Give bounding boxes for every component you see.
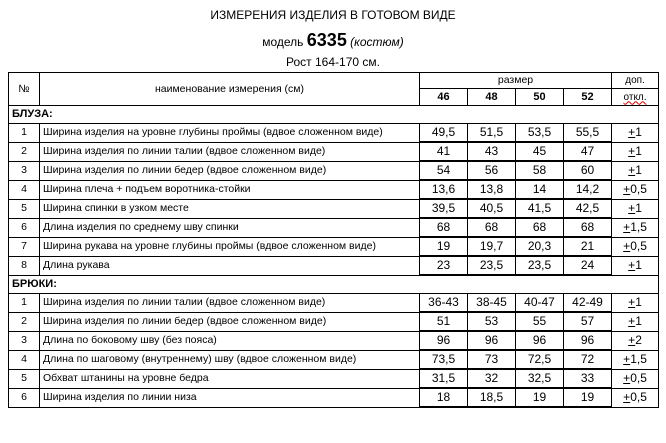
tolerance-cell <box>612 237 659 256</box>
measurement-name: Ширина спинки в узком месте <box>40 199 420 218</box>
section-title: БРЮКИ: <box>9 275 659 294</box>
measurement-value: 47 <box>564 142 612 161</box>
measurement-name: Ширина рукава на уровне глубины проймы (вдвое сложенном виде) <box>40 237 420 256</box>
col-number-header: № <box>9 73 40 106</box>
row-number: 8 <box>9 256 40 275</box>
measurement-value: 96 <box>420 331 468 350</box>
measurement-value: 13,8 <box>468 180 516 199</box>
row-number: 3 <box>9 331 40 350</box>
tolerance-sign: + <box>628 144 636 158</box>
measurement-value: 20,3 <box>516 237 564 256</box>
tolerance-sign: + <box>628 333 636 347</box>
measurement-name: Длина по шаговому (внутреннему) шву (вдвое сложенном виде) <box>40 350 420 369</box>
measurement-value: 55 <box>516 312 564 331</box>
tolerance-sign: + <box>628 125 636 140</box>
size-header: 50 <box>516 89 564 106</box>
tolerance-sign: + <box>628 295 636 310</box>
tolerance-cell <box>612 218 659 237</box>
tolerance-sign: + <box>628 163 636 177</box>
tolerance-cell <box>612 350 659 369</box>
tolerance-value: 0,5 <box>630 239 647 253</box>
measurement-name: Длина изделия по среднему шву спинки <box>40 218 420 237</box>
measurement-value: 49,5 <box>420 124 468 143</box>
tolerance-sign: + <box>623 220 631 234</box>
row-number: 2 <box>9 142 40 161</box>
row-number: 1 <box>9 124 40 143</box>
measurement-value: 73 <box>468 350 516 369</box>
tolerance-cell <box>612 388 659 407</box>
tolerance-value: 1 <box>635 201 642 215</box>
measurement-value: 23,5 <box>468 256 516 275</box>
measurement-value: 68 <box>516 218 564 237</box>
measurement-value: 72,5 <box>516 350 564 369</box>
measurement-value: 51,5 <box>468 124 516 143</box>
measurement-value: 54 <box>420 161 468 180</box>
table-row <box>9 256 659 275</box>
model-label: модель <box>262 35 304 49</box>
measurement-value: 32,5 <box>516 369 564 388</box>
row-number: 6 <box>9 218 40 237</box>
row-number: 6 <box>9 388 40 407</box>
table-row <box>9 142 659 161</box>
model-number: 6335 <box>306 30 347 50</box>
tolerance-sign: + <box>623 239 631 253</box>
measurement-name: Ширина изделия по линии бедер (вдвое сложенном виде) <box>40 161 420 180</box>
measurement-value: 19 <box>420 237 468 256</box>
row-number: 5 <box>9 369 40 388</box>
measurement-value: 53,5 <box>516 124 564 143</box>
table-row <box>9 369 659 388</box>
section-row <box>9 275 659 294</box>
measurement-value: 19 <box>564 388 612 407</box>
table-row <box>9 312 659 331</box>
measurement-value: 14,2 <box>564 180 612 199</box>
tolerance-cell <box>612 180 659 199</box>
tolerance-value: 2 <box>635 333 642 347</box>
row-number: 4 <box>9 180 40 199</box>
tolerance-value: 1 <box>635 314 642 328</box>
tolerance-cell <box>612 161 659 180</box>
table-row <box>9 294 659 313</box>
measurements-table <box>8 72 659 408</box>
measurement-value: 13,6 <box>420 180 468 199</box>
measurement-value: 43 <box>468 142 516 161</box>
tolerance-value: 1 <box>635 163 642 177</box>
table-body <box>9 73 659 408</box>
col-name-header: наименование измерения (см) <box>40 73 420 106</box>
tolerance-value: 1 <box>635 144 642 158</box>
measurement-value: 19,7 <box>468 237 516 256</box>
tolerance-value: 1 <box>635 258 642 272</box>
table-row <box>9 350 659 369</box>
tolerance-cell <box>612 331 659 350</box>
size-header: 48 <box>468 89 516 106</box>
measurement-name: Обхват штанины на уровне бедра <box>40 369 420 388</box>
tolerance-cell <box>612 142 659 161</box>
table-row <box>9 180 659 199</box>
col-size-header: размер <box>420 73 612 89</box>
measurement-value: 18 <box>420 388 468 407</box>
tolerance-cell <box>612 369 659 388</box>
measurement-value: 96 <box>468 331 516 350</box>
measurement-value: 33 <box>564 369 612 388</box>
measurement-value: 56 <box>468 161 516 180</box>
tolerance-value: 1 <box>635 125 642 140</box>
table-row <box>9 388 659 407</box>
measurement-value: 32 <box>468 369 516 388</box>
tolerance-sign: + <box>623 352 631 366</box>
size-header: 52 <box>564 89 612 106</box>
measurement-value: 18,5 <box>468 388 516 407</box>
row-number: 4 <box>9 350 40 369</box>
measurement-value: 21 <box>564 237 612 256</box>
tolerance-sign: + <box>623 390 631 404</box>
tolerance-value: 1,5 <box>630 352 647 366</box>
measurement-value: 39,5 <box>420 199 468 218</box>
size-header: 46 <box>420 89 468 106</box>
measurement-value: 42,5 <box>564 199 612 218</box>
measurement-name: Ширина изделия по линии низа <box>40 388 420 407</box>
measurement-value: 42-49 <box>564 294 612 313</box>
tolerance-value: 0,5 <box>630 182 647 196</box>
measurement-value: 51 <box>420 312 468 331</box>
measurement-value: 24 <box>564 256 612 275</box>
tolerance-sign: + <box>628 314 636 328</box>
table-row <box>9 161 659 180</box>
measurement-value: 68 <box>420 218 468 237</box>
measurement-value: 53 <box>468 312 516 331</box>
row-number: 3 <box>9 161 40 180</box>
measurement-value: 14 <box>516 180 564 199</box>
measurement-value: 68 <box>468 218 516 237</box>
measurement-value: 96 <box>516 331 564 350</box>
measurement-name: Ширина изделия по линии бедер (вдвое сложенном виде) <box>40 312 420 331</box>
table-row <box>9 331 659 350</box>
table-row <box>9 124 659 143</box>
measurement-value: 73,5 <box>420 350 468 369</box>
measurement-value: 23 <box>420 256 468 275</box>
measurement-value: 40-47 <box>516 294 564 313</box>
tolerance-abbrev: откл. <box>623 91 647 103</box>
measurement-value: 19 <box>516 388 564 407</box>
measurement-value: 41,5 <box>516 199 564 218</box>
col-tolerance-header-1: доп. <box>612 73 659 89</box>
measurement-name: Длина рукава <box>40 256 420 275</box>
tolerance-sign: + <box>623 371 631 385</box>
measurement-value: 40,5 <box>468 199 516 218</box>
measurement-value: 57 <box>564 312 612 331</box>
section-row <box>9 106 659 124</box>
tolerance-value: 0,5 <box>630 390 647 404</box>
tolerance-cell <box>612 312 659 331</box>
measurement-value: 72 <box>564 350 612 369</box>
height-range: Рост 164-170 см. <box>286 55 380 69</box>
measurement-value: 41 <box>420 142 468 161</box>
table-row <box>9 218 659 237</box>
table-row <box>9 237 659 256</box>
tolerance-sign: + <box>623 182 631 196</box>
measurement-name: Ширина изделия на уровне глубины проймы (вдвое сложенном виде) <box>40 124 420 143</box>
row-number: 5 <box>9 199 40 218</box>
col-tolerance-header-2 <box>612 89 659 106</box>
measurement-value: 60 <box>564 161 612 180</box>
row-number: 7 <box>9 237 40 256</box>
section-title: БЛУЗА: <box>9 106 659 124</box>
tolerance-cell <box>612 124 659 143</box>
row-number: 2 <box>9 312 40 331</box>
measurement-value: 23,5 <box>516 256 564 275</box>
tolerance-sign: + <box>628 258 636 272</box>
measurement-value: 58 <box>516 161 564 180</box>
header-row-1 <box>9 73 659 89</box>
tolerance-value: 1 <box>635 295 642 310</box>
measurement-name: Ширина плеча + подъем воротника-стойки <box>40 180 420 199</box>
measurement-name: Длина по боковому шву (без пояса) <box>40 331 420 350</box>
tolerance-value: 0,5 <box>630 371 647 385</box>
measurement-name: Ширина изделия по линии талии (вдвое сложенном виде) <box>40 142 420 161</box>
model-kind: (костюм) <box>350 35 404 49</box>
row-number: 1 <box>9 294 40 313</box>
measurement-value: 31,5 <box>420 369 468 388</box>
tolerance-value: 1,5 <box>630 220 647 234</box>
tolerance-cell <box>612 256 659 275</box>
tolerance-cell <box>612 294 659 313</box>
measurement-value: 36-43 <box>420 294 468 313</box>
measurement-value: 38-45 <box>468 294 516 313</box>
table-row <box>9 199 659 218</box>
tolerance-sign: + <box>628 201 636 215</box>
measurement-value: 45 <box>516 142 564 161</box>
measurement-value: 55,5 <box>564 124 612 143</box>
measurement-name: Ширина изделия по линии талии (вдвое сложенном виде) <box>40 294 420 313</box>
model-line <box>0 30 666 51</box>
tolerance-cell <box>612 199 659 218</box>
measurement-value: 68 <box>564 218 612 237</box>
measurement-value: 96 <box>564 331 612 350</box>
document-title: ИЗМЕРЕНИЯ ИЗДЕЛИЯ В ГОТОВОМ ВИДЕ <box>210 8 456 22</box>
